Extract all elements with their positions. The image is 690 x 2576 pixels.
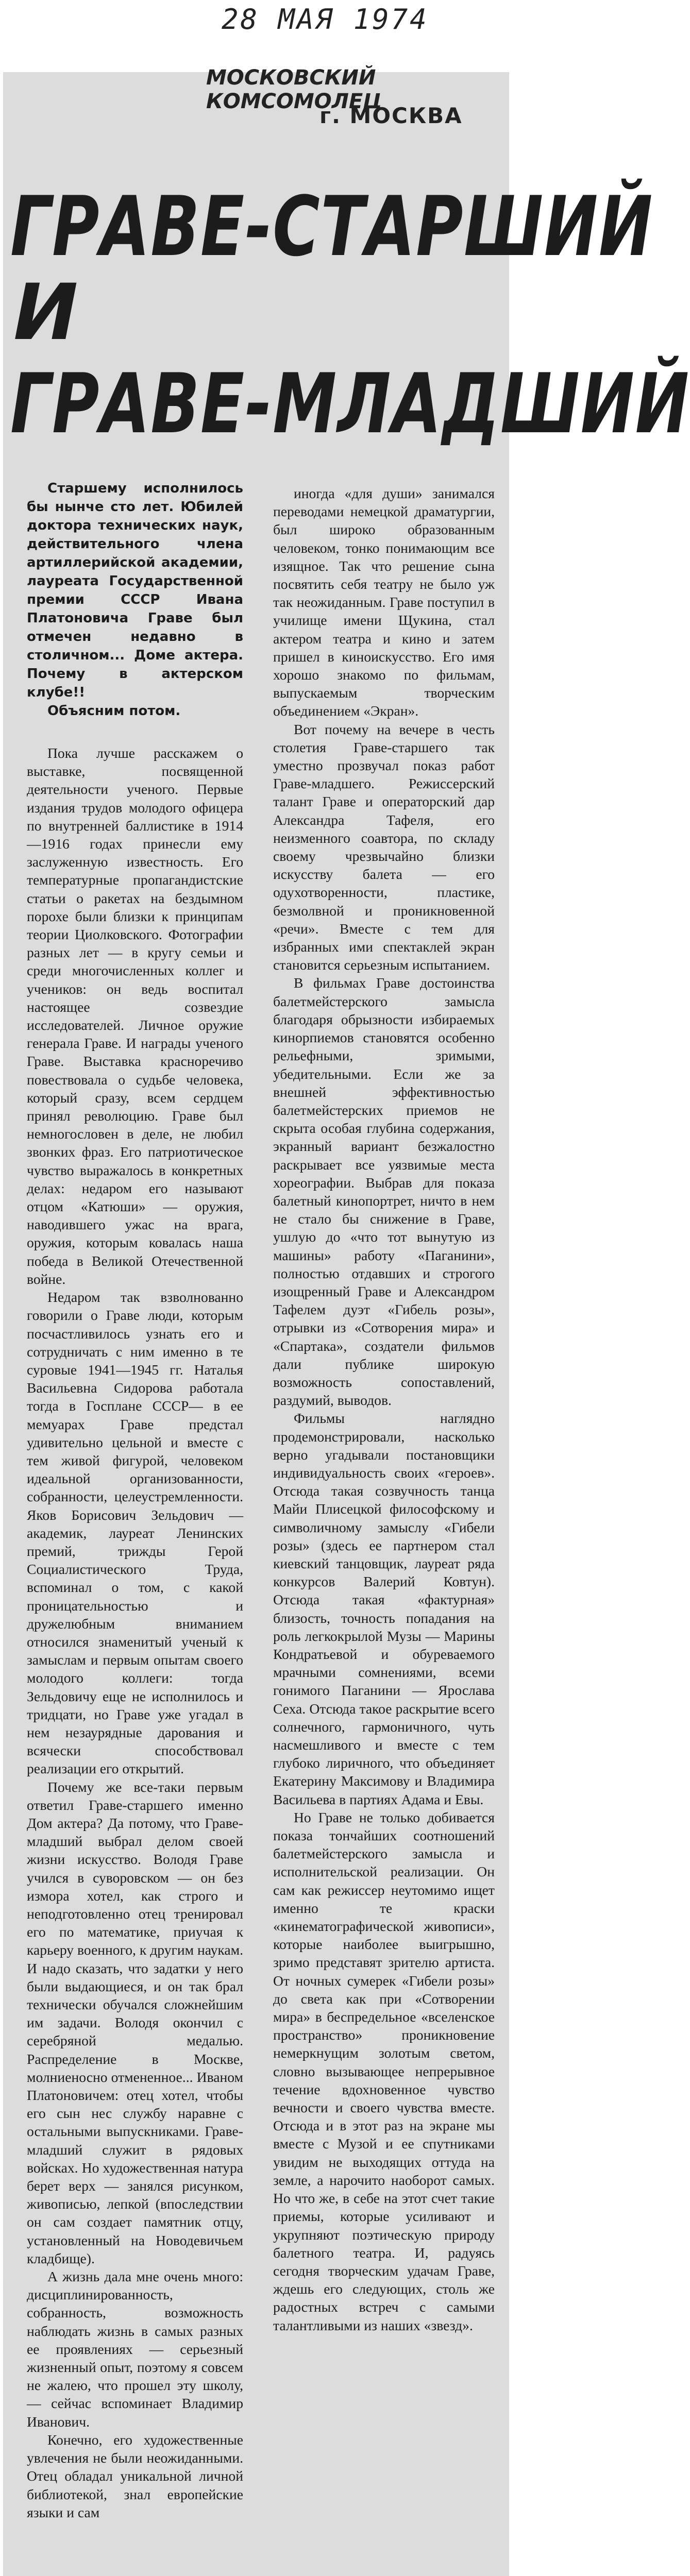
headline-line-3: ГРАВЕ-МЛАДШИЙ bbox=[10, 355, 690, 452]
headline-line-2: И bbox=[13, 268, 79, 358]
paragraph: Почему же все-таки первым ответил Граве-старшего именно Дом актера? Да потому, что Граве-младший выбрал делом своей жизни искусство. Володя Граве учился в суворовском — он без измора хотел, как строго и неподготовленно отец тренировал его по математике, приучая к карьеру военного, к другим наукам. И надо сказать, что задатки у него были выдающиеся, и он так брал технически обучался сложнейшим им задачи. Володя окончил с серебряной медалью. Распределение в Москве, молниеносно отмененное... Иваном Платоновичем: отец хотел, чтобы его сын нес службу наравне с остальными выпускниками. Граве-младший служит в рядовых войсках. Но художественная натура берет верх — занялся рисунком, живописью, лепкой (впоследствии он сам создает памятник отцу, установленный на Новодевичьем кладбище). bbox=[27, 1778, 243, 2266]
paragraph: Конечно, его художественные увлечения не были неожиданными. Отец обладал уникальной личной библиотекой, знал европейские языки и сам bbox=[27, 2431, 243, 2520]
paragraph: Недаром так взволнованно говорили о Граве люди, которым посчастливилось узнать его и сотрудничать с ним именно в те суровые 1941—1945 гг. Наталья Васильевна Сидорова работала тогда в Госплане СССР— в ее мемуарах Граве предстал удивительно цельной и вместе с тем живой фигурой, человеком идеальной организованности, собранности, целеустремленности. Яков Борисович Зельдович — академик, лауреат Ленинских премий, трижды Герой Социалистического Труда, вспоминал о том, с какой проницательностью и дружелюбным вниманием относился знаменитый ученый к замыслам и первым опытам своего молодого коллеги: тогда Зельдовичу еще не исполнилось и тридцати, но Граве уже угадал в нем незаурядные дарования и всячески способствовал реализации его открытий. bbox=[27, 1289, 243, 1777]
paragraph: Пока лучше расскажем о выставке, посвященной деятельности ученого. Первые издания трудов молодого офицера по внутренней баллистике в 1914—1916 годах принесли ему заслуженную известность. Его температурные пропагандистские статьи о ракетах на бездымном порохе были близки к принципам теории Циолковского. Фотографии разных лет — в кругу семьи и среди многочисленных коллег и учеников: он ведь воспитал настоящее созвездие исследователей. Личное оружие генерала Граве. И награды ученого Граве. Выставка красноречиво повествовала о судьбе человека, который сразу, всем сердцем принял революцию. Граве был немногословен в деле, не любил звонких фраз. Его патриотическое чувство выражалось в конкретных делах: недаром его называют отцом «Катюши» — оружия, наводившего ужас на врага, оружия, которым ковалась наша победа в Великой Отечественной войне. bbox=[27, 745, 243, 1287]
paragraph: В фильмах Граве достоинства балетмейстерского замысла благодаря обрызности избираемых кинорпиемов становятся особенно рельефными, зримыми, убедительными. Если же за внешней эффективностью балетмейстерских приемов не скрыта особая глубина содержания, экранный вариант безжалостно раскрывает все уязвимые места хореографии. Выбрав для показа балетный кинопортрет, ничто в нем не стало бы снижение в Граве, ушлую до «что тот вынутую из машины» работу «Паганини», полностью отдавших и строгого изощренный Граве и Александром Тафелем дуэт «Гибель розы», отрывки из «Сотворения мира» и «Спартака», создатели фильмов дали публике широкую возможность сопоставлений, раздумий, выводов. bbox=[273, 975, 495, 1409]
paragraph: Но Граве не только добивается показа тончайших соотношений балетмейстерского замысла и исполнительской реализации. Он сам как режиссер неутомимо ищет именно те краски «кинематографической живописи», которые наиболее выигрышно, зримо представят зрителю артиста. От ночных сумерек «Гибели розы» до света как при «Сотворении мира» в беспредельное «вселенское пространство» проникновение немеркнущим золотым светом, словно вызывающее непрерывное течение вдохновенное чувство вечности и своего чувства вместе. Отсюда и в этот раз на экране мы вместе с Музой и ее спутниками увидим не выходящих оттуда на земле, а нарочито наоборот самых. Но что же, в себе на этот счет такие приемы, которые усиливают и укрупняют поэтическую природу балетного театра. И, радуясь сегодня творческим удачам Граве, ждешь его следующих, столь же радостных встреч с самыми талантливыми из наших «звезд». bbox=[273, 1809, 495, 2333]
newspaper-city: г. МОСКВА bbox=[319, 103, 463, 128]
headline-line-1: ГРАВЕ-СТАРШИЙ bbox=[10, 178, 653, 275]
paragraph: Вот почему на вечере в честь столетия Граве-старшего так уместно прозвучал показ работ Граве-младшего. Режиссерский талант Граве и операторский дар Александра Тафеля, его неизменного соавтора, по складу своему чрезвычайно близки искусству балета — его одухотворенности, пластике, безмолвной и проникновенной «речи». Вместе с тем для избранных ими спектаклей экран становится серьезным испытанием. bbox=[273, 721, 495, 973]
article-lead bbox=[27, 479, 243, 720]
lead-paragraph: Объясним потом. bbox=[47, 703, 181, 719]
paragraph: А жизнь дала мне очень много: дисциплинированность, собранность, возможность наблюдать жизнь в самых разных ее проявлениях — серьезный жизненный опыт, поэтому я совсем не жалею, что прошел эту школу, — сейчас вспоминает Владимир Иванович. bbox=[27, 2268, 243, 2430]
date-stamp: 28 МАЯ 1974 bbox=[222, 3, 429, 36]
lead-paragraph: Старшему исполнилось бы нынче сто лет. Юбилей доктора технических наук, действительного члена артиллерийской академии, лауреата Государственной премии СССР Ивана Платоновича Граве был отмечен недавно в столичном... Доме актера. Почему в актерском клубе!! bbox=[27, 481, 243, 700]
article-left-column bbox=[27, 744, 243, 2521]
newspaper-name: МОСКОВСКИЙ КОМСОМОЛЕЦ bbox=[206, 66, 382, 113]
paragraph: Фильмы наглядно продемонстрировали, насколько верно угадывали постановщики индивидуальность своих «героев». Отсюда такая созвучность танца Майи Плисецкой философскому и символичному замыслу «Гибели розы» (здесь ее партнером стал киевский танцовщик, лауреат ряда конкурсов Валерий Ковтун). Отсюда такая «фактурная» близость, точность попадания на роль легкокрылой Музы — Марины Кондратьевой и обуреваемого мрачными сомнениями, всеми гонимого Паганини — Ярослава Сеха. Отсюда такое раскрытие всего солнечного, гармоничного, чуть насмешливого и вместе с тем глубоко лиричного, что объединяет Екатерину Максимову и Владимира Васильева в партиях Адама и Евы. bbox=[273, 1410, 495, 1807]
article-right-column bbox=[273, 484, 495, 2334]
paragraph: иногда «для души» занимался переводами немецкой драматургии, был широко образованным человеком, тонко понимающим все изящное. Так что решение сына посвятить себя театру не было уж так неожиданным. Граве поступил в училище имени Щукина, стал актером театра и кино и затем пришел в киноискусство. Его имя хорошо знакомо по фильмам, выпускаемым творческим объединением «Экран». bbox=[273, 485, 495, 719]
